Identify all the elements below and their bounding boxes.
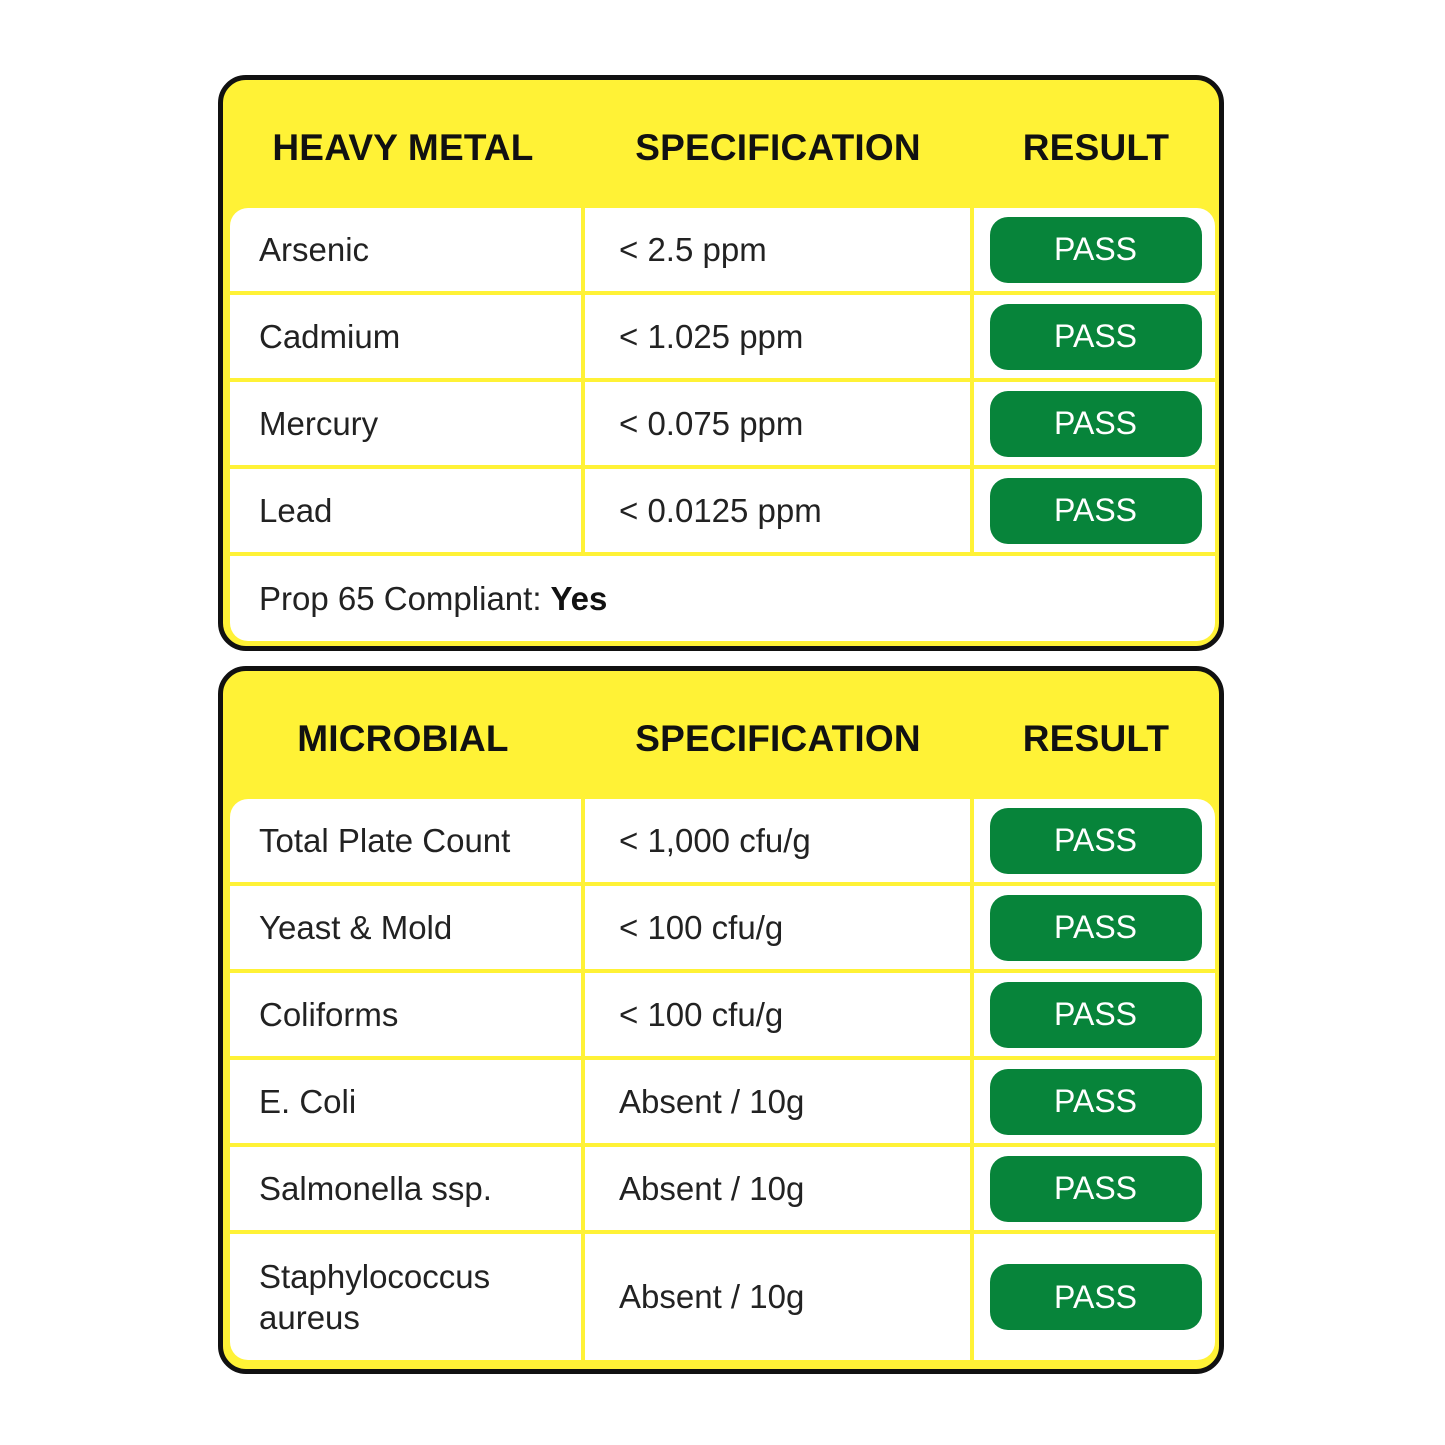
specification-value: < 2.5 ppm bbox=[585, 208, 974, 291]
microbial-header bbox=[223, 671, 1219, 799]
specification-column-header: SPECIFICATION bbox=[635, 127, 921, 168]
pass-badge: PASS bbox=[990, 808, 1202, 874]
microbial-table-body bbox=[230, 799, 1215, 1360]
table-row bbox=[230, 886, 1215, 973]
analyte-name: Mercury bbox=[230, 382, 585, 465]
pass-badge: PASS bbox=[990, 304, 1202, 370]
table-row bbox=[230, 1234, 1215, 1360]
heavy-metal-table-body bbox=[230, 208, 1215, 641]
result-column-header: RESULT bbox=[1022, 718, 1170, 759]
pass-badge: PASS bbox=[990, 478, 1202, 544]
specification-value: < 0.0125 ppm bbox=[585, 469, 974, 552]
specification-value: < 1,000 cfu/g bbox=[585, 799, 974, 882]
result-column-header: RESULT bbox=[1022, 127, 1170, 168]
table-row bbox=[230, 1147, 1215, 1234]
prop65-value: Yes bbox=[550, 579, 608, 617]
analyte-name: Salmonella ssp. bbox=[230, 1147, 585, 1230]
table-row bbox=[230, 208, 1215, 295]
table-row bbox=[230, 469, 1215, 556]
pass-badge: PASS bbox=[990, 1069, 1202, 1135]
table-row bbox=[230, 382, 1215, 469]
pass-badge: PASS bbox=[990, 391, 1202, 457]
prop65-label: Prop 65 Compliant: bbox=[259, 579, 542, 617]
analyte-name: Cadmium bbox=[230, 295, 585, 378]
heavy-metal-header bbox=[223, 80, 1219, 208]
pass-badge: PASS bbox=[990, 1156, 1202, 1222]
analyte-name: Arsenic bbox=[230, 208, 585, 291]
pass-badge: PASS bbox=[990, 217, 1202, 283]
heavy-metal-column-header: HEAVY METAL bbox=[272, 127, 534, 168]
microbial-column-header: MICROBIAL bbox=[297, 718, 509, 759]
pass-badge: PASS bbox=[990, 1264, 1202, 1330]
microbial-card bbox=[218, 666, 1224, 1374]
table-row bbox=[230, 799, 1215, 886]
specification-value: Absent / 10g bbox=[585, 1147, 974, 1230]
analyte-name: Staphylococcus aureus bbox=[230, 1234, 585, 1360]
pass-badge: PASS bbox=[990, 895, 1202, 961]
table-row bbox=[230, 1060, 1215, 1147]
table-row bbox=[230, 973, 1215, 1060]
specification-value: < 100 cfu/g bbox=[585, 973, 974, 1056]
analyte-name: Lead bbox=[230, 469, 585, 552]
specification-value: < 1.025 ppm bbox=[585, 295, 974, 378]
analyte-name: Coliforms bbox=[230, 973, 585, 1056]
prop65-compliance-row bbox=[230, 556, 1215, 641]
table-row bbox=[230, 295, 1215, 382]
specification-column-header: SPECIFICATION bbox=[635, 718, 921, 759]
specification-value: < 0.075 ppm bbox=[585, 382, 974, 465]
specification-value: Absent / 10g bbox=[585, 1060, 974, 1143]
heavy-metal-card bbox=[218, 75, 1224, 651]
analyte-name: Total Plate Count bbox=[230, 799, 585, 882]
specification-value: < 100 cfu/g bbox=[585, 886, 974, 969]
analyte-name: E. Coli bbox=[230, 1060, 585, 1143]
analyte-name: Yeast & Mold bbox=[230, 886, 585, 969]
specification-value: Absent / 10g bbox=[585, 1234, 974, 1360]
pass-badge: PASS bbox=[990, 982, 1202, 1048]
